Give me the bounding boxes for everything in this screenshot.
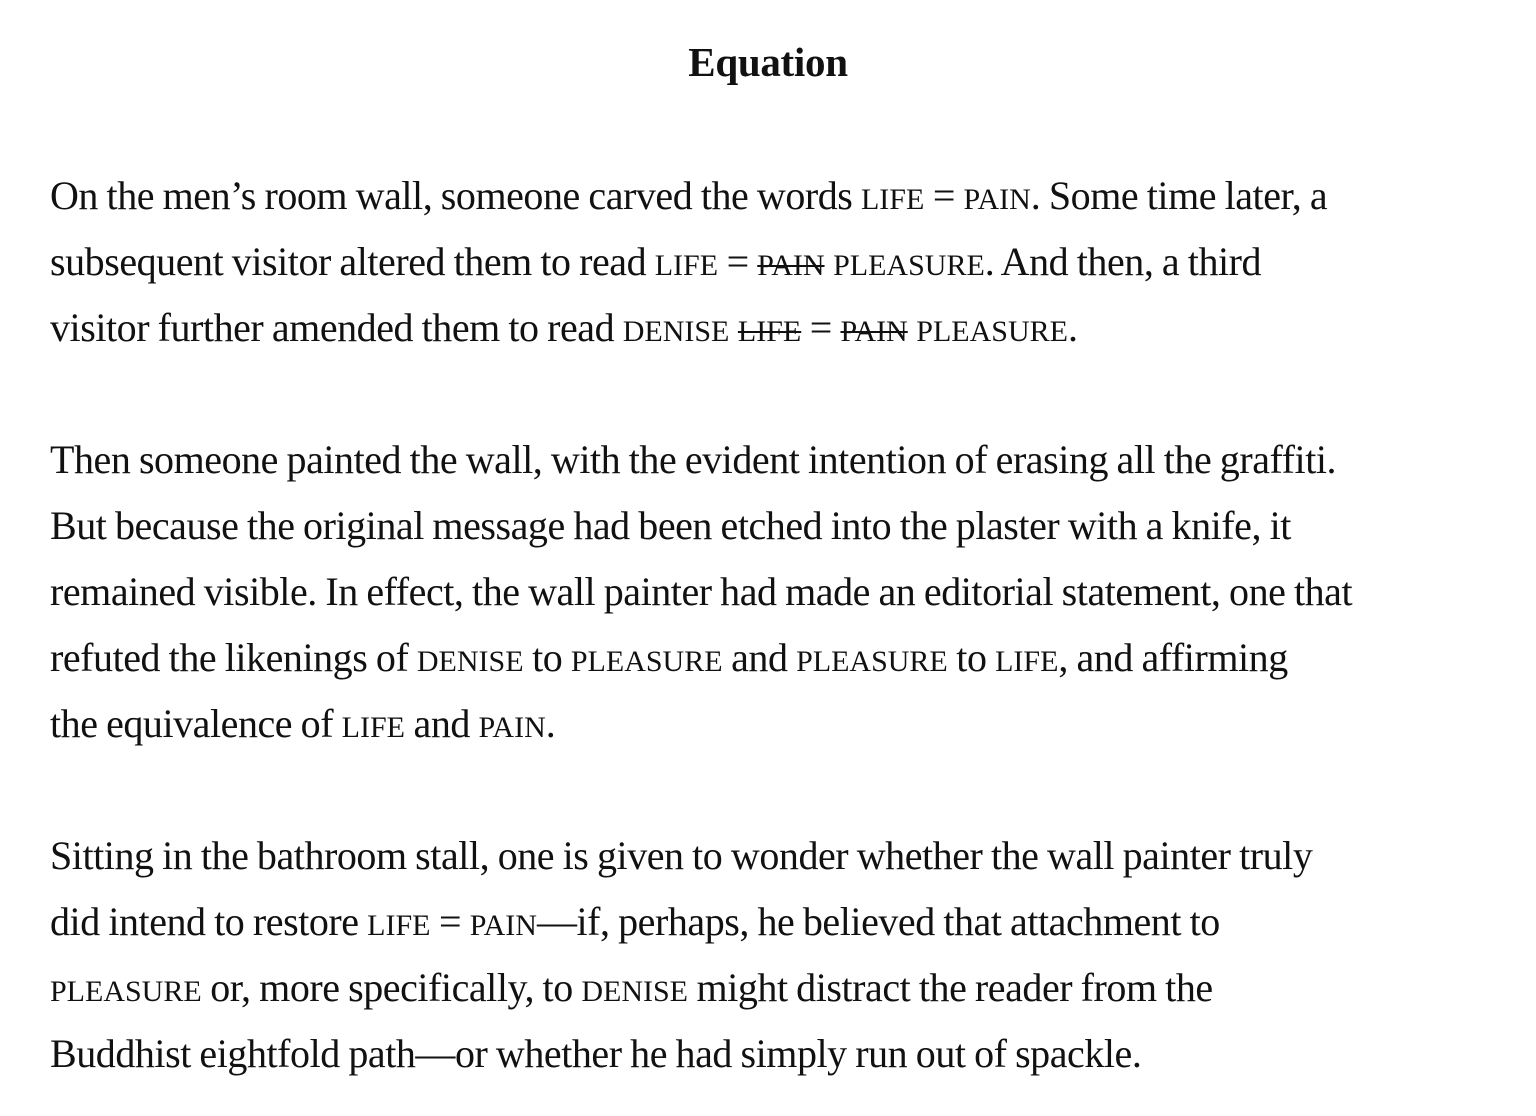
small-caps-word: PLEASURE [50,975,202,1008]
paragraph-1 [50,163,1510,361]
text-run [825,239,834,284]
small-caps-word: PLEASURE [833,249,985,282]
text-line [50,229,1510,295]
small-caps-word: LIFE [654,249,719,282]
struck-word: PAIN [757,249,825,282]
text-run: = [430,899,470,944]
text-line [50,955,1510,1021]
text-run: and [722,635,797,680]
small-caps-word: PLEASURE [570,645,723,678]
paragraph-2 [50,427,1510,757]
text-line [50,1021,1510,1087]
text-run: On the men’s room wall, someone carved the words [50,173,861,218]
small-caps-word: PLEASURE [796,645,948,678]
small-caps-word: DENISE [416,645,524,678]
text-line [50,493,1510,559]
small-caps-word: PAIN [478,711,546,744]
text-line [50,691,1510,757]
text-line [50,427,1510,493]
text-run [729,305,738,350]
text-run: refuted the likenings of [50,635,417,680]
text-run: Then someone painted the wall, with the evident intention of erasing all the graffiti. [50,437,1337,482]
text-run: = [801,305,841,350]
text-run: might distract the reader from the [687,965,1213,1010]
small-caps-word: PAIN [963,183,1031,216]
text-run [908,305,917,350]
text-line [50,295,1510,361]
text-run: = [718,239,758,284]
text-run: visitor further amended them to read [50,305,623,350]
small-caps-word: PAIN [469,909,537,942]
text-run: to [947,635,996,680]
text-run: subsequent visitor altered them to read [50,239,655,284]
text-run: . And then, a third [984,239,1262,284]
text-run: Buddhist eightfold path—or whether he had simply run out of spackle. [50,1031,1142,1076]
text-run: , and affirming [1058,635,1288,680]
document-title: Equation [688,39,848,85]
text-line [50,889,1510,955]
text-line [50,823,1510,889]
text-run: —if, perhaps, he believed that attachment to [536,899,1220,944]
small-caps-word: LIFE [367,909,431,942]
text-run: . [545,701,556,746]
text-run: or, more specifically, to [201,965,582,1010]
text-run: . Some time later, a [1030,173,1328,218]
struck-word: LIFE [737,315,802,348]
small-caps-word: LIFE [860,183,925,216]
text-run: But because the original message had been etched into the plaster with a knife, it [50,503,1291,548]
text-run: remained visible. In effect, the wall painter had made an editorial statement, one that [50,569,1353,614]
text-line [50,163,1510,229]
text-run: = [924,173,964,218]
text-line [50,625,1510,691]
small-caps-word: PLEASURE [916,315,1068,348]
struck-word: PAIN [840,315,908,348]
text-run: the equivalence of [50,701,342,746]
text-run: and [404,701,479,746]
small-caps-word: DENISE [581,975,688,1008]
text-run: Sitting in the bathroom stall, one is given to wonder whether the wall painter truly [50,833,1313,878]
text-run: . [1067,305,1078,350]
text-line [50,559,1510,625]
paragraph-3 [50,823,1510,1087]
text-run: to [523,635,571,680]
text-run: did intend to restore [50,899,368,944]
small-caps-word: LIFE [341,711,405,744]
small-caps-word: DENISE [622,315,730,348]
small-caps-word: LIFE [995,645,1059,678]
